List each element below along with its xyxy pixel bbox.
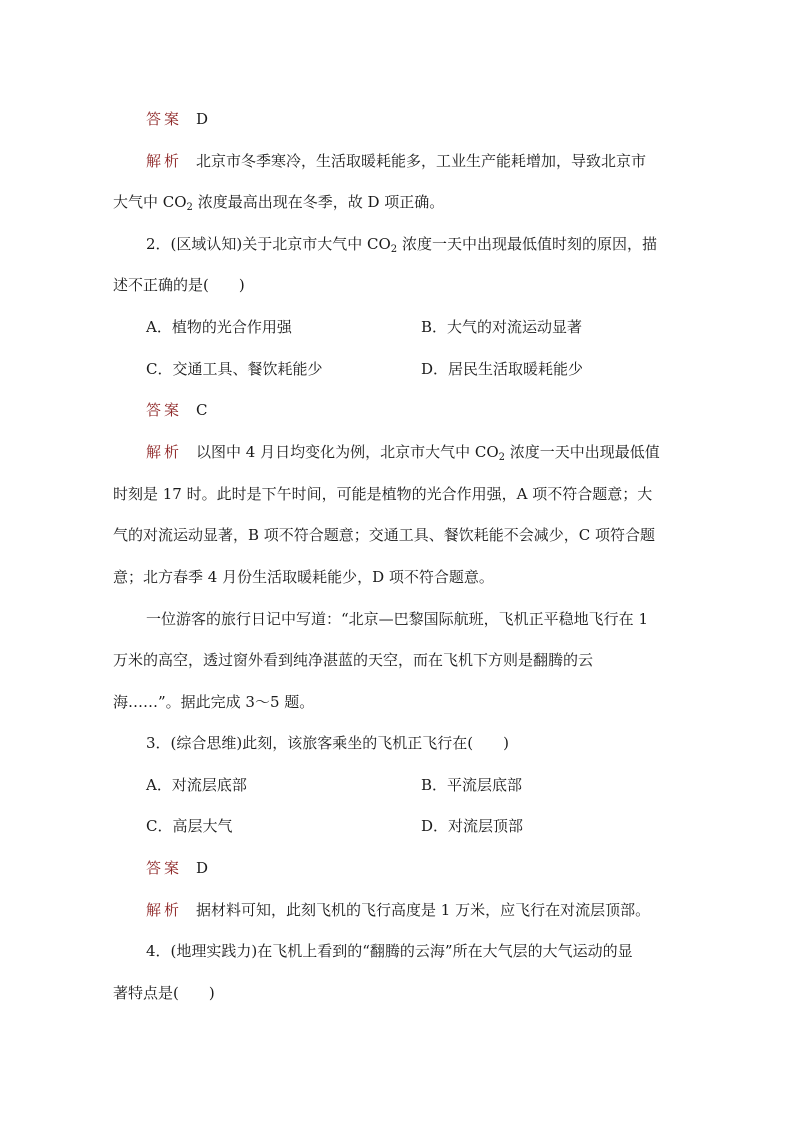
answer-label: 答案 (146, 401, 183, 419)
answer-value: C (196, 401, 208, 419)
q2-analysis-line-3: 气的对流运动显著，B 项不符合题意；交通工具、餐饮耗能不会减少，C 项符合题 (113, 526, 656, 544)
q2-answer (146, 400, 208, 420)
q2-option-a: A．植物的光合作用强 (146, 318, 292, 336)
material-line-3: 海……”。据此完成 3～5 题。 (113, 693, 315, 711)
q3-option-a: A．对流层底部 (146, 776, 247, 794)
q1-analysis-line-2: 大气中 $CO_2$ 浓度最高出现在冬季，故 D 项正确。 (113, 193, 445, 213)
q1-answer (146, 109, 208, 129)
answer-value: D (196, 110, 209, 128)
answer-label: 答案 (146, 110, 183, 128)
analysis-text: 北京市冬季寒冷，生活取暖耗能多，工业生产能耗增加，导致北京市 (196, 152, 647, 170)
q3-answer (146, 858, 208, 878)
q2-analysis-line-4: 意；北方春季 4 月份生活取暖耗能少，D 项不符合题意。 (113, 568, 494, 586)
answer-value: D (196, 859, 209, 877)
q3-option-d: D．对流层顶部 (421, 817, 524, 835)
q2-option-d: D．居民生活取暖耗能少 (421, 360, 584, 378)
answer-label: 答案 (146, 859, 183, 877)
q3-option-c: C．高层大气 (146, 817, 233, 835)
q2-analysis-line-2: 时刻是 17 时。此时是下午时间，可能是植物的光合作用强，A 项不符合题意；大 (113, 485, 653, 503)
q2-analysis-line-1: 解析 以图中 4 月日均变化为例，北京市大气中 $CO_2$ 浓度一天中出现最低值 (146, 443, 660, 463)
q2-stem-line-2: 述不正确的是( ) (113, 276, 245, 294)
q2-stem-line-1: 2．(区域认知)关于北京市大气中 $CO_2$ 浓度一天中出现最低值时刻的原因，描 (146, 235, 657, 255)
subscript: 2 (186, 202, 193, 213)
q4-stem-line-1: 4．(地理实践力)在飞机上看到的“翻腾的云海”所在大气层的大气运动的显 (146, 942, 633, 960)
subscript: 2 (498, 452, 506, 463)
q3-stem: 3．(综合思维)此刻，该旅客乘坐的飞机正飞行在( ) (146, 734, 509, 752)
analysis-label: 解析 (146, 901, 183, 919)
q1-analysis-line-1 (146, 151, 646, 171)
q2-option-b: B．大气的对流运动显著 (421, 318, 583, 336)
q2-option-c: C．交通工具、餐饮耗能少 (146, 360, 323, 378)
q3-option-b: B．平流层底部 (421, 776, 523, 794)
q3-analysis: 解析 据材料可知，此刻飞机的飞行高度是 1 万米，应飞行在对流层顶部。 (146, 901, 651, 919)
q4-stem-line-2: 著特点是( ) (113, 984, 215, 1002)
analysis-label: 解析 (146, 443, 183, 461)
material-line-1: 一位游客的旅行日记中写道：“北京—巴黎国际航班，飞机正平稳地飞行在 1 (146, 610, 648, 628)
material-line-2: 万米的高空，透过窗外看到纯净湛蓝的天空，而在飞机下方则是翻腾的云 (113, 651, 594, 669)
subscript: 2 (390, 244, 398, 255)
analysis-label: 解析 (146, 152, 183, 170)
